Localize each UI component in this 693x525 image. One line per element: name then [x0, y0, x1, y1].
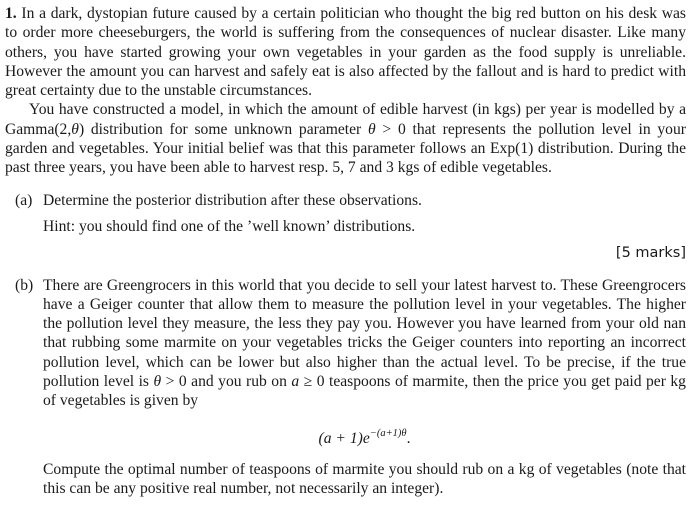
- part-b-text-c: ≥ 0 teaspoons of marmite, then the price you get paid per kg of vegetables is given by: [43, 373, 686, 410]
- part-b-text-b: > 0 and you rub on: [165, 373, 287, 391]
- formula-end: .: [406, 429, 411, 447]
- part-b-closing: Compute the optimal number of teaspoons of marmite you should rub on a kg of vegetables (note that this can be any positive real number, not necessarily an integer).: [43, 460, 686, 498]
- part-b-text-a: There are Greengrocers in this world that you decide to sell your latest harvest to. These Greengrocers have a Geiger counter that allow them to measure the pollution level in your vegetables. The higher the pollution level they measure, the less they pay you. However you have learned from your old nan that rubbing some marmite on your vegetables tricks the Geiger counters into reporting an incorrect pollution level, which can be lower but also higher than the actual level. To be precise, if the true pollution level is: [43, 276, 686, 391]
- part-a-label: (a): [15, 191, 33, 209]
- intro-text-1: In a dark, dystopian future caused by a certain politician who thought the big red button on his desk was to order more cheeseburgers, the world is suffering from the consequences of nuclear disaster. Like many others, you have started growing your own vegetables in your garden as the food supply is unreliable. However the amount you can harvest and safely eat is also affected by the fallout and is hard to predict with great certainty due to the unstable circumstances.: [5, 5, 686, 100]
- theta-symbol: θ: [71, 120, 79, 138]
- part-a-text: Determine the posterior distribution after these observations.: [43, 191, 422, 209]
- question-number: 1.: [5, 5, 17, 22]
- price-formula: [5, 424, 686, 448]
- part-a-hint: Hint: you should find one of the ’well known’ distributions.: [43, 217, 416, 235]
- document-page: [5, 4, 686, 499]
- theta-symbol: θ: [368, 120, 376, 138]
- formula-exponent: −(a+1)θ: [369, 427, 407, 439]
- formula-base: (a + 1)e: [318, 429, 370, 447]
- part-a: [5, 191, 686, 237]
- intro-paragraph-1: [5, 4, 686, 100]
- part-b-label: (b): [15, 276, 34, 294]
- intro-paragraph-2: [5, 100, 686, 177]
- intro-text-2b: ) distribution for some unknown parameter: [78, 120, 362, 138]
- intro-text-2a: You have constructed a model, in which the amount of edible harvest (in kgs) per year is modelled by a Gamma(2,: [5, 101, 686, 138]
- marks-badge: [5 marks]: [615, 245, 686, 262]
- part-b: [5, 276, 686, 411]
- var-a: a: [291, 373, 300, 391]
- part-b-text: [43, 276, 686, 411]
- intro-text-2c: > 0 that represents the pollution level in your garden and vegetables. Your initial belief was that this parameter follows an Exp(1) distribution. During the past three years, you have been able to harvest resp. 5, 7 and 3 kgs of edible vegetables.: [5, 120, 686, 177]
- part-b-closing-block: [5, 460, 686, 499]
- theta-symbol: θ: [153, 373, 162, 391]
